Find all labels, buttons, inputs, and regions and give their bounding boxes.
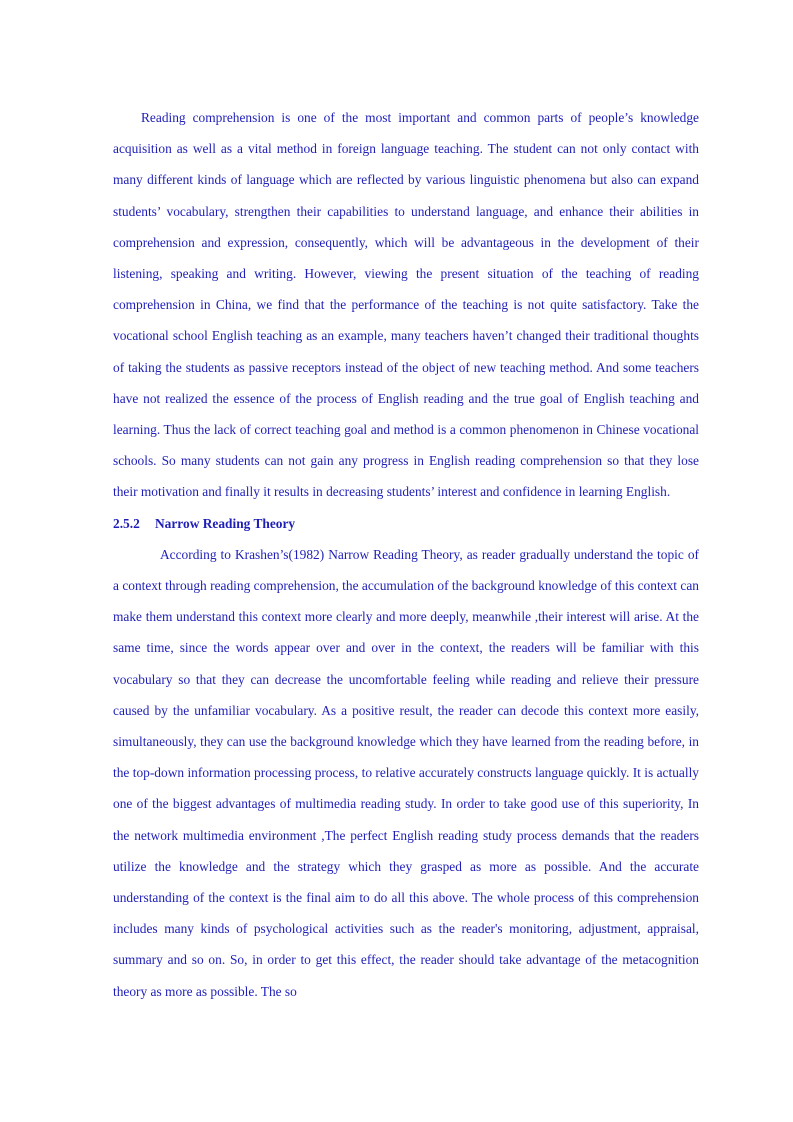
section-heading bbox=[113, 508, 699, 539]
paragraph-reading-comprehension: Reading comprehension is one of the most important and common parts of people’s knowledge acquisition as well as a vital method in foreign language teaching. The student can not only contact with many different kinds of language which are reflected by various linguistic phenomena but also can expand students’ vocabulary, strengthen their capabilities to understand language, and enhance their abilities in comprehension and expression, consequently, which will be advantageous in the development of their listening, speaking and writing. However, viewing the present situation of the teaching of reading comprehension in China, we find that the performance of the teaching is not quite satisfactory. Take the vocational school English teaching as an example, many teachers haven’t changed their traditional thoughts of taking the students as passive receptors instead of the object of new teaching method. And some teachers have not realized the essence of the process of English reading and the true goal of English teaching and learning. Thus the lack of correct teaching goal and method is a common phenomenon in Chinese vocational schools. So many students can not gain any progress in English reading comprehension so that they lose their motivation and finally it results in decreasing students’ interest and confidence in learning English. bbox=[113, 110, 699, 500]
document-page bbox=[113, 102, 699, 1007]
paragraph-narrow-reading-theory: According to Krashen’s(1982) Narrow Reading Theory, as reader gradually understand the topic of a context through reading comprehension, the accumulation of the background knowledge of this context can make them understand this context more clearly and more deeply, meanwhile ,their interest will arise. At the same time, since the words appear over and over in the context, the readers will be familiar with this vocabulary so that they can decrease the uncomfortable feeling while reading and relieve their pressure caused by the unfamiliar vocabulary. As a positive result, the reader can decode this context more easily, simultaneously, they can use the background knowledge which they have learned from the reading before, in the top-down information processing process, to relative accurately constructs language quickly. It is actually one of the biggest advantages of multimedia reading study. In order to take good use of this superiority, In the network multimedia environment ,The perfect English reading study process demands that the readers utilize the knowledge and the strategy which they grasped as more as possible. And the accurate understanding of the context is the final aim to do all this above. The whole process of this comprehension includes many kinds of psychological activities such as the reader's monitoring, adjustment, appraisal, summary and so on. So, in order to get this effect, the reader should take advantage of the metacognition theory as more as possible. The so bbox=[113, 546, 699, 999]
section-number: 2.5.2 bbox=[113, 515, 140, 531]
section-title: Narrow Reading Theory bbox=[155, 515, 296, 531]
